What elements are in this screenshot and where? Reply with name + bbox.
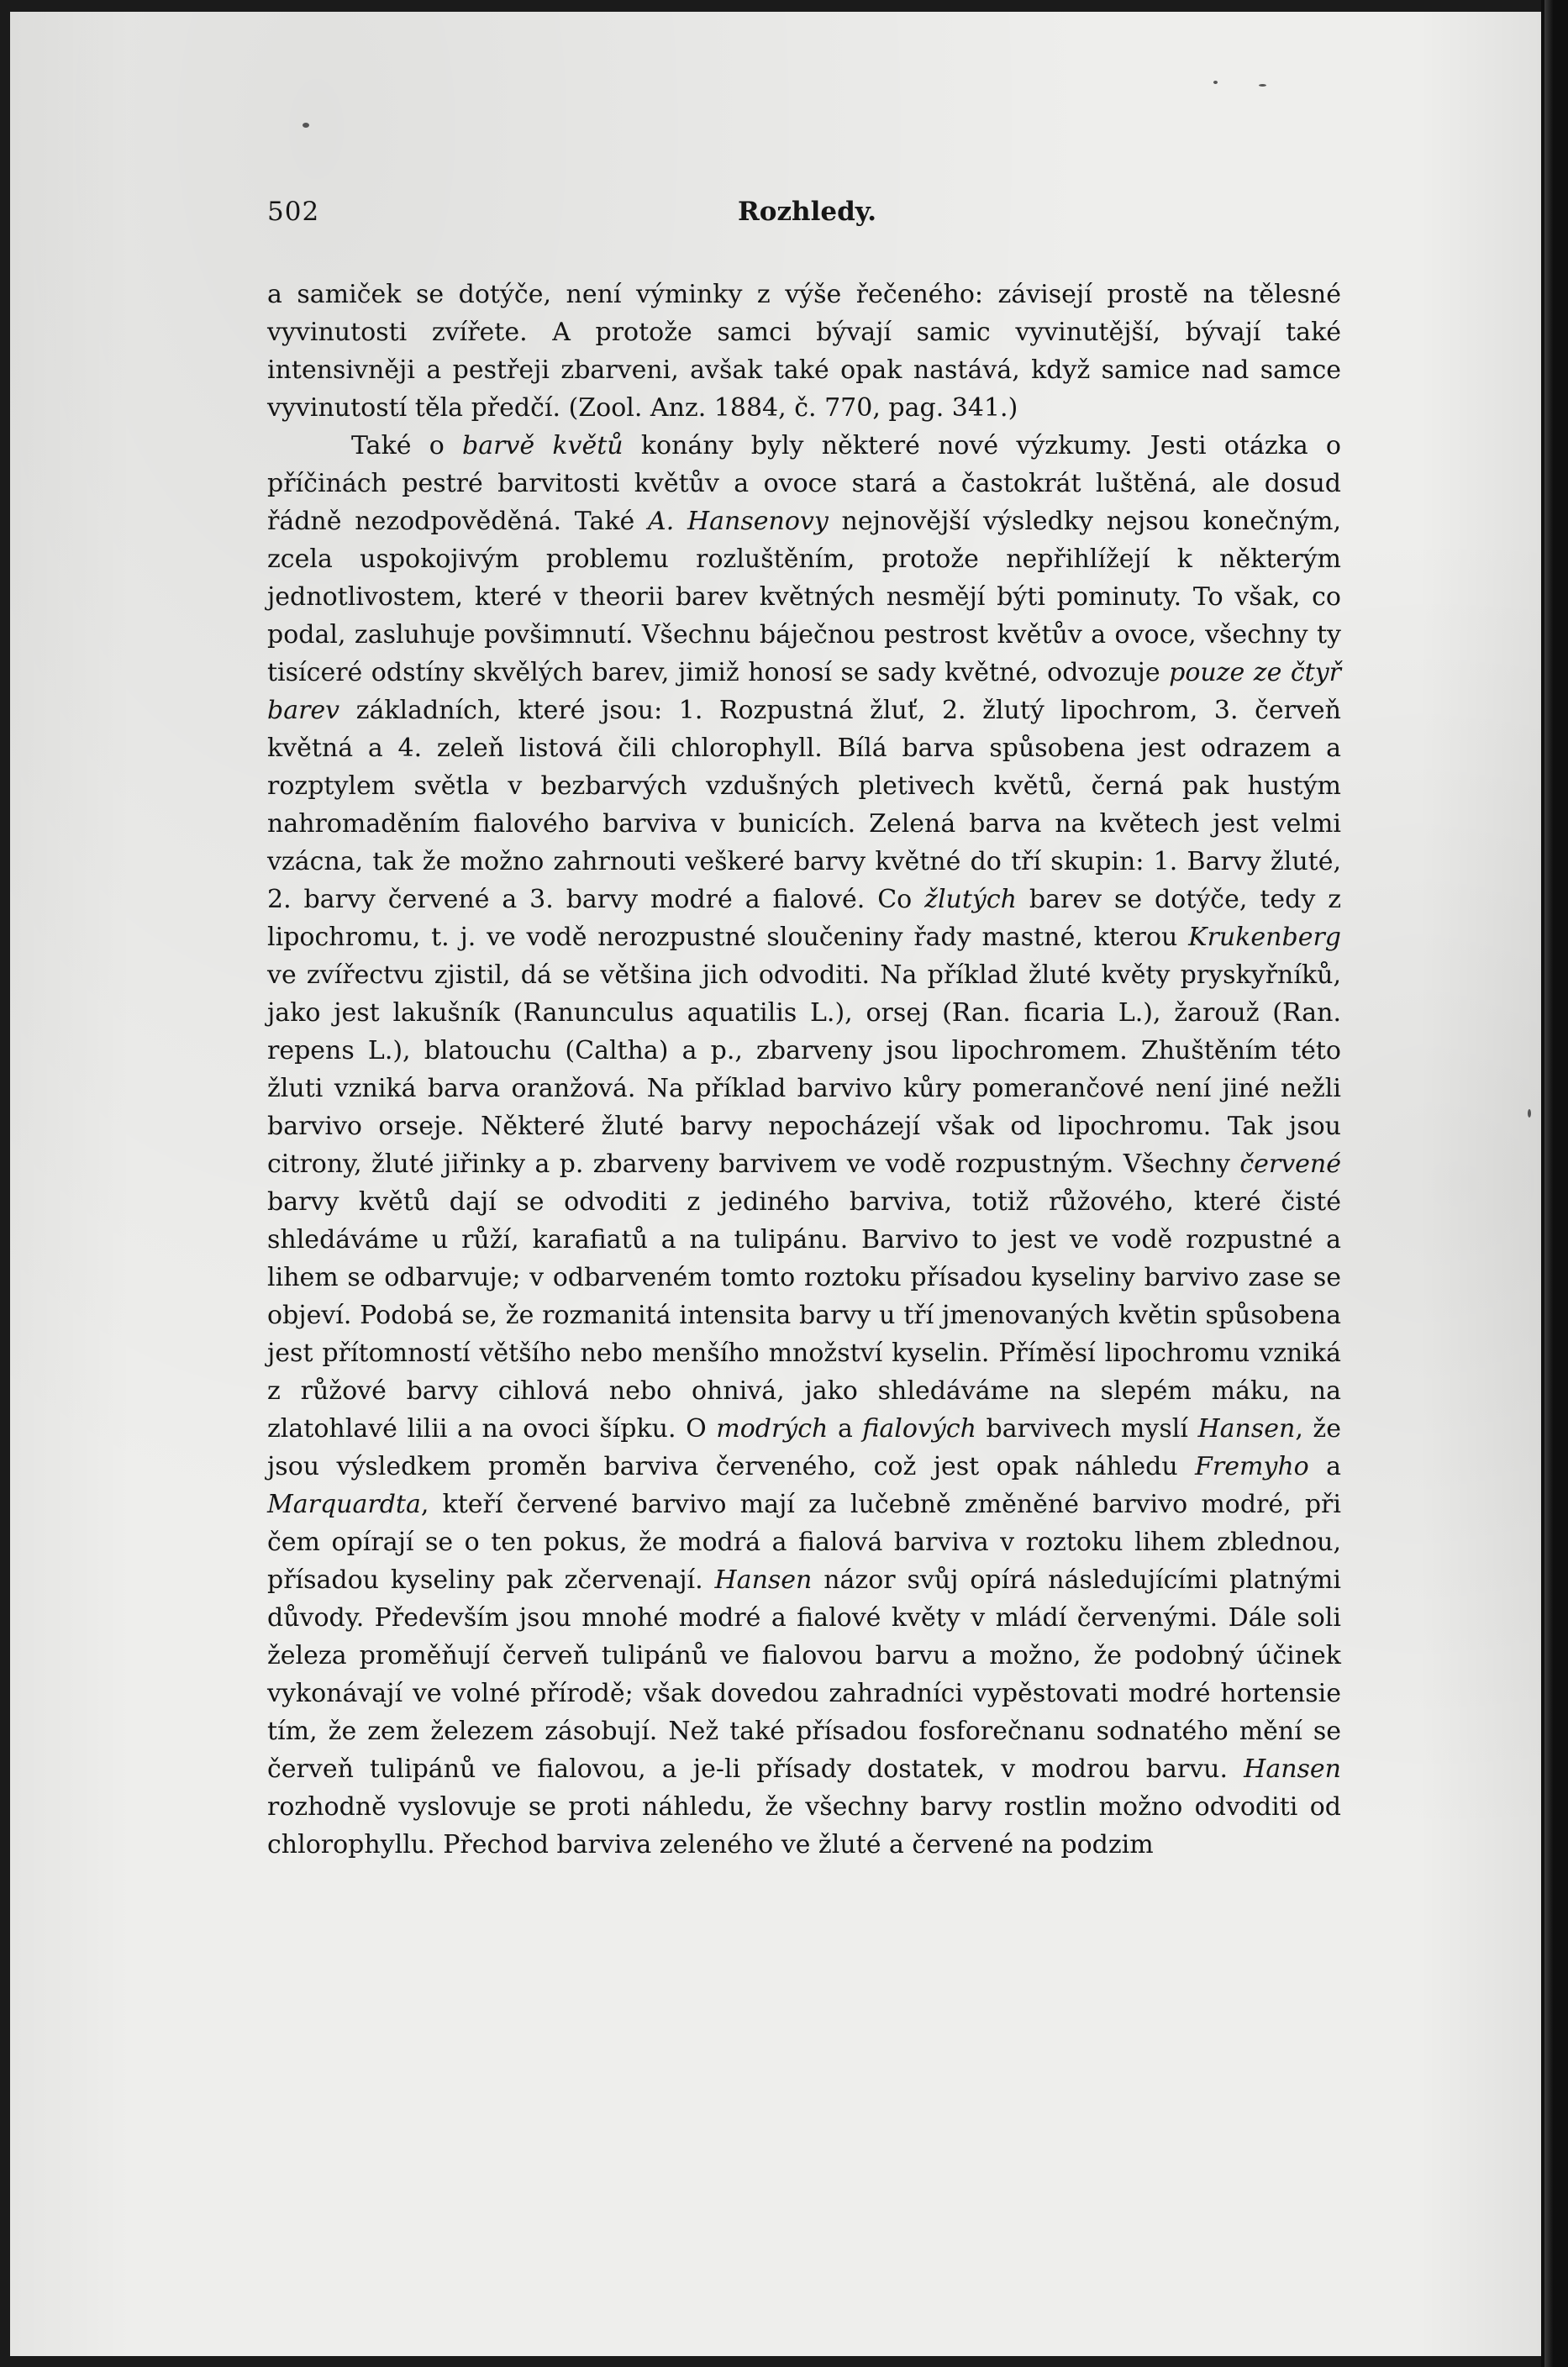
text-run: rozhodně vyslovuje se proti náhledu, že všechny barvy rostlin možno odvoditi od chlorophyllu. Přechod barviva zeleného ve žluté a červené na podzim [267, 1792, 1341, 1859]
italic-text: pouze ze čtyř barev [267, 658, 1341, 725]
paragraph [267, 276, 1341, 427]
italic-text: barvě květů [462, 431, 624, 460]
page-header [267, 197, 1341, 235]
text-run: a [828, 1414, 863, 1444]
text-run: nejnovější výsledky nejsou konečným, zcela uspokojivým problemu rozluštěním, protože nepřihlížejí k některým jednotlivostem, které v theorii barev květných nesmějí býti pominuty. To však, co podal, zasluhuje povšimnutí. Všechnu báječnou pestrost květův a ovoce, všechny ty tisíceré odstíny skvělých barev, jimiž honosí se sady květné, odvozuje [267, 507, 1341, 687]
text-run: ve zvířectvu zjistil, dá se většina jich odvoditi. Na příklad žluté květy pryskyřníků, jako jest lakušník (Ranunculus aquatilis L.), orsej (Ran. ficaria L.), žarouž (Ran. repens L.), blatouchu (Caltha) a p., zbarveny jsou lipochromem. Zhuštěním této žluti vzniká barva oranžová. Na příklad barvivo kůry pomerančové není jiné nežli barvivo orseje. Některé žluté barvy nepocházejí však od lipochromu. Tak jsou citrony, žluté jiřinky a p. zbarveny barvivem ve vodě rozpustným. Všechny [267, 960, 1341, 1179]
italic-text: A. Hansenovy [648, 507, 829, 536]
paper-speck [1259, 84, 1266, 87]
text-run: , že jsou výsledkem proměn barviva červeného, což jest opak náhledu [267, 1414, 1341, 1481]
paragraph [267, 427, 1341, 1864]
italic-text: Marquardta [267, 1490, 421, 1519]
italic-text: modrých [716, 1414, 829, 1444]
italic-text: fialových [862, 1414, 976, 1444]
italic-text: červené [1239, 1149, 1341, 1179]
text-run: , kteří červené barvivo mají za lučebně změněné barvivo modré, při čem opírají se o ten pokus, že modrá a fialová barviva v roztoku lihem zblednou, přísadou kyseliny pak zčervenají. [267, 1490, 1341, 1595]
text-run: barev se dotýče, tedy z lipochromu, t. j. ve vodě nerozpustné sloučeniny řady mastné, kterou [267, 885, 1341, 952]
text-run: základních, které jsou: 1. Rozpustná žluť, 2. žlutý lipochrom, 3. červeň květná a 4. zeleň listová čili chlorophyll. Bílá barva spůsobena jest odrazem a rozptylem světla v bezbarvých vzdušných pletivech květů, černá pak hustým nahromaděním fialového barviva v bunicích. Zelená barva na květech jest velmi vzácna, tak že možno zahrnouti veškeré barvy květné do tří skupin: 1. Barvy žluté, 2. barvy červené a 3. barvy modré a fialové. Co [267, 696, 1341, 914]
page-number: 502 [267, 197, 320, 227]
paper-speck [303, 123, 309, 128]
text-run: Také o [351, 431, 463, 460]
text-run: konány byly některé nové výzkumy. Jesti otázka o příčinách pestré barvitosti květův a ovoce stará a častokrát luštěná, ale dosud řádně nezodpověděná. Také [267, 431, 1341, 536]
text-run: barvy květů dají se odvoditi z jediného barviva, totiž růžového, které čisté shledáváme u růží, karafiatů a na tulipánu. Barvivo to jest ve vodě rozpustné a lihem se odbarvuje; v odbarveném tomto roztoku přísadou kyseliny barvivo zase se objeví. Podobá se, že rozmanitá intensita barvy u tří jmenovaných květin spůsobena jest přítomností většího nebo menšího množství kyselin. Příměsí lipochromu vzniká z růžové barvy cihlová nebo ohnivá, jako shledáváme na slepém máku, na zlatohlavé lilii a na ovoci šípku. O [267, 1187, 1341, 1444]
paper-speck [1528, 1109, 1531, 1118]
article-body [267, 276, 1341, 1864]
italic-text: Hansen [714, 1565, 813, 1595]
italic-text: Krukenberg [1188, 923, 1341, 952]
italic-text: žlutých [924, 885, 1017, 914]
italic-text: Hansen [1197, 1414, 1296, 1444]
text-run: a [1308, 1452, 1342, 1481]
text-run: názor svůj opírá následujícími platnými důvody. Především jsou mnohé modré a fialové květy v mládí červenými. Dále soli železa proměňují červeň tulipánů ve fialovou barvu a možno, že podobný účinek vykonávají ve volné přírodě; však dovedou zahradníci vypěstovati modré hortensie tím, že zem železem zásobují. Než také přísadou fosforečnanu sodnatého mění se červeň tulipánů ve fialovou, a je-li přísady dostatek, v modrou barvu. [267, 1565, 1342, 1784]
italic-text: Fremyho [1195, 1452, 1309, 1481]
page-edge-shadow [1541, 0, 1568, 2367]
paper-speck [1213, 81, 1218, 84]
running-head: Rozhledy. [738, 197, 877, 227]
text-run: a samiček se dotýče, není výminky z výše řečeného: závisejí prostě na tělesné vyvinutosti zvířete. A protože samci bývají samic vyvinutější, bývají také intensivněji a pestřeji zbarveni, avšak také opak nastává, když samice nad samce vyvinutostí těla předčí. (Zool. Anz. 1884, č. 770, pag. 341.) [267, 280, 1341, 423]
text-run: barvivech myslí [976, 1414, 1198, 1444]
italic-text: Hansen [1244, 1754, 1341, 1784]
